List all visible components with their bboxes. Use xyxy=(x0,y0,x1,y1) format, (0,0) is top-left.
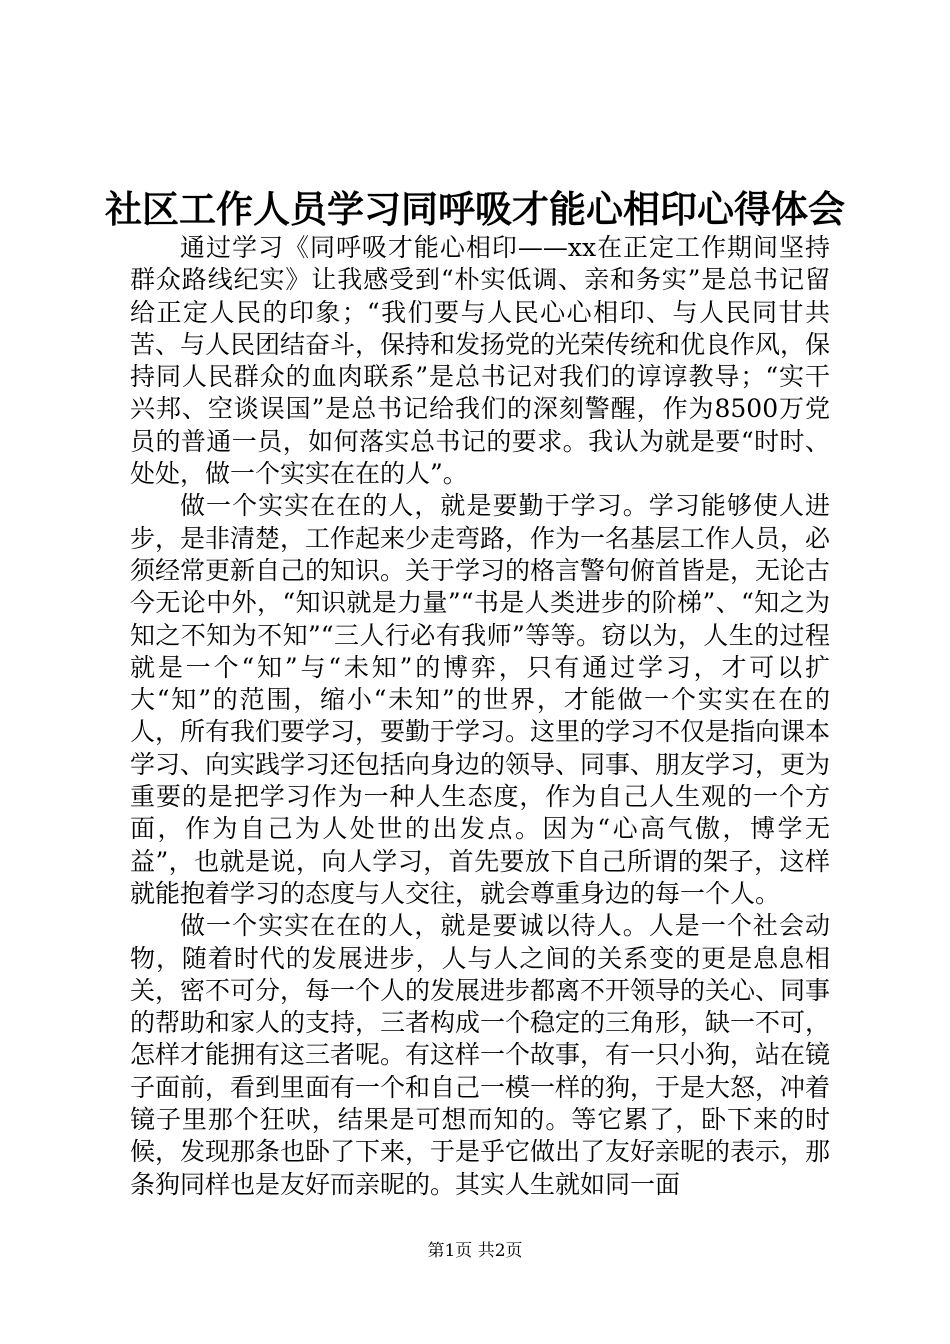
paragraph: 通过学习《同呼吸才能心相印——xx在正定工作期间坚持群众路线纪实》让我感受到“朴实低调、亲和务实”是总书记留给正定人民的印象；“我们要与人民心心相印、与人民同甘共苦、与人民团结奋斗，保持和发扬党的光荣传统和优良作风，保持同人民群众的血肉联系”是总书记对我们的谆谆教导；“实干兴邦、空谈误国”是总书记给我们的深刻警醒，作为8500万党员的普通一员，如何落实总书记的要求。我认为就是要“时时、处处，做一个实实在在的人”。 xyxy=(130,233,831,489)
page-footer: 第1页 共2页 xyxy=(427,1241,523,1261)
document-title: 社区工作人员学习同呼吸才能心相印心得体会 xyxy=(105,187,845,231)
paragraph: 做一个实实在在的人，就是要诚以待人。人是一个社会动物，随着时代的发展进步，人与人之间的关系变的更是息息相关，密不可分，每一个人的发展进步都离不开领导的关心、同事的帮助和家人的支持，三者构成一个稳定的三角形，缺一不可，怎样才能拥有这三者呢。有这样一个故事，有一只小狗，站在镜子面前，看到里面有一个和自己一模一样的狗，于是大怒，冲着镜子里那个狂吠，结果是可想而知的。等它累了，卧下来的时候，发现那条也卧了下来，于是乎它做出了友好亲昵的表示，那条狗同样也是友好而亲昵的。其实人生就如同一面 xyxy=(130,911,831,1199)
document-body xyxy=(130,232,830,1201)
paragraph: 做一个实实在在的人，就是要勤于学习。学习能够使人进步，是非清楚，工作起来少走弯路，作为一名基层工作人员，必须经常更新自己的知识。关于学习的格言警句俯首皆是，无论古今无论中外，“知识就是力量”“书是人类进步的阶梯”、“知之为知之不知为不知”“三人行必有我师”等等。窃以为，人生的过程就是一个“知”与“未知”的博弈，只有通过学习，才可以扩大“知”的范围，缩小“未知”的世界，才能做一个实实在在的人，所有我们要学习，要勤于学习。这里的学习不仅是指向课本学习、向实践学习还包括向身边的领导、同事、朋友学习，更为重要的是把学习作为一种人生态度，作为自己人生观的一个方面，作为自己为人处世的出发点。因为“心高气傲，博学无益”，也就是说，向人学习，首先要放下自己所谓的架子，这样就能抱着学习的态度与人交往，就会尊重身边的每一个人。 xyxy=(130,491,831,908)
